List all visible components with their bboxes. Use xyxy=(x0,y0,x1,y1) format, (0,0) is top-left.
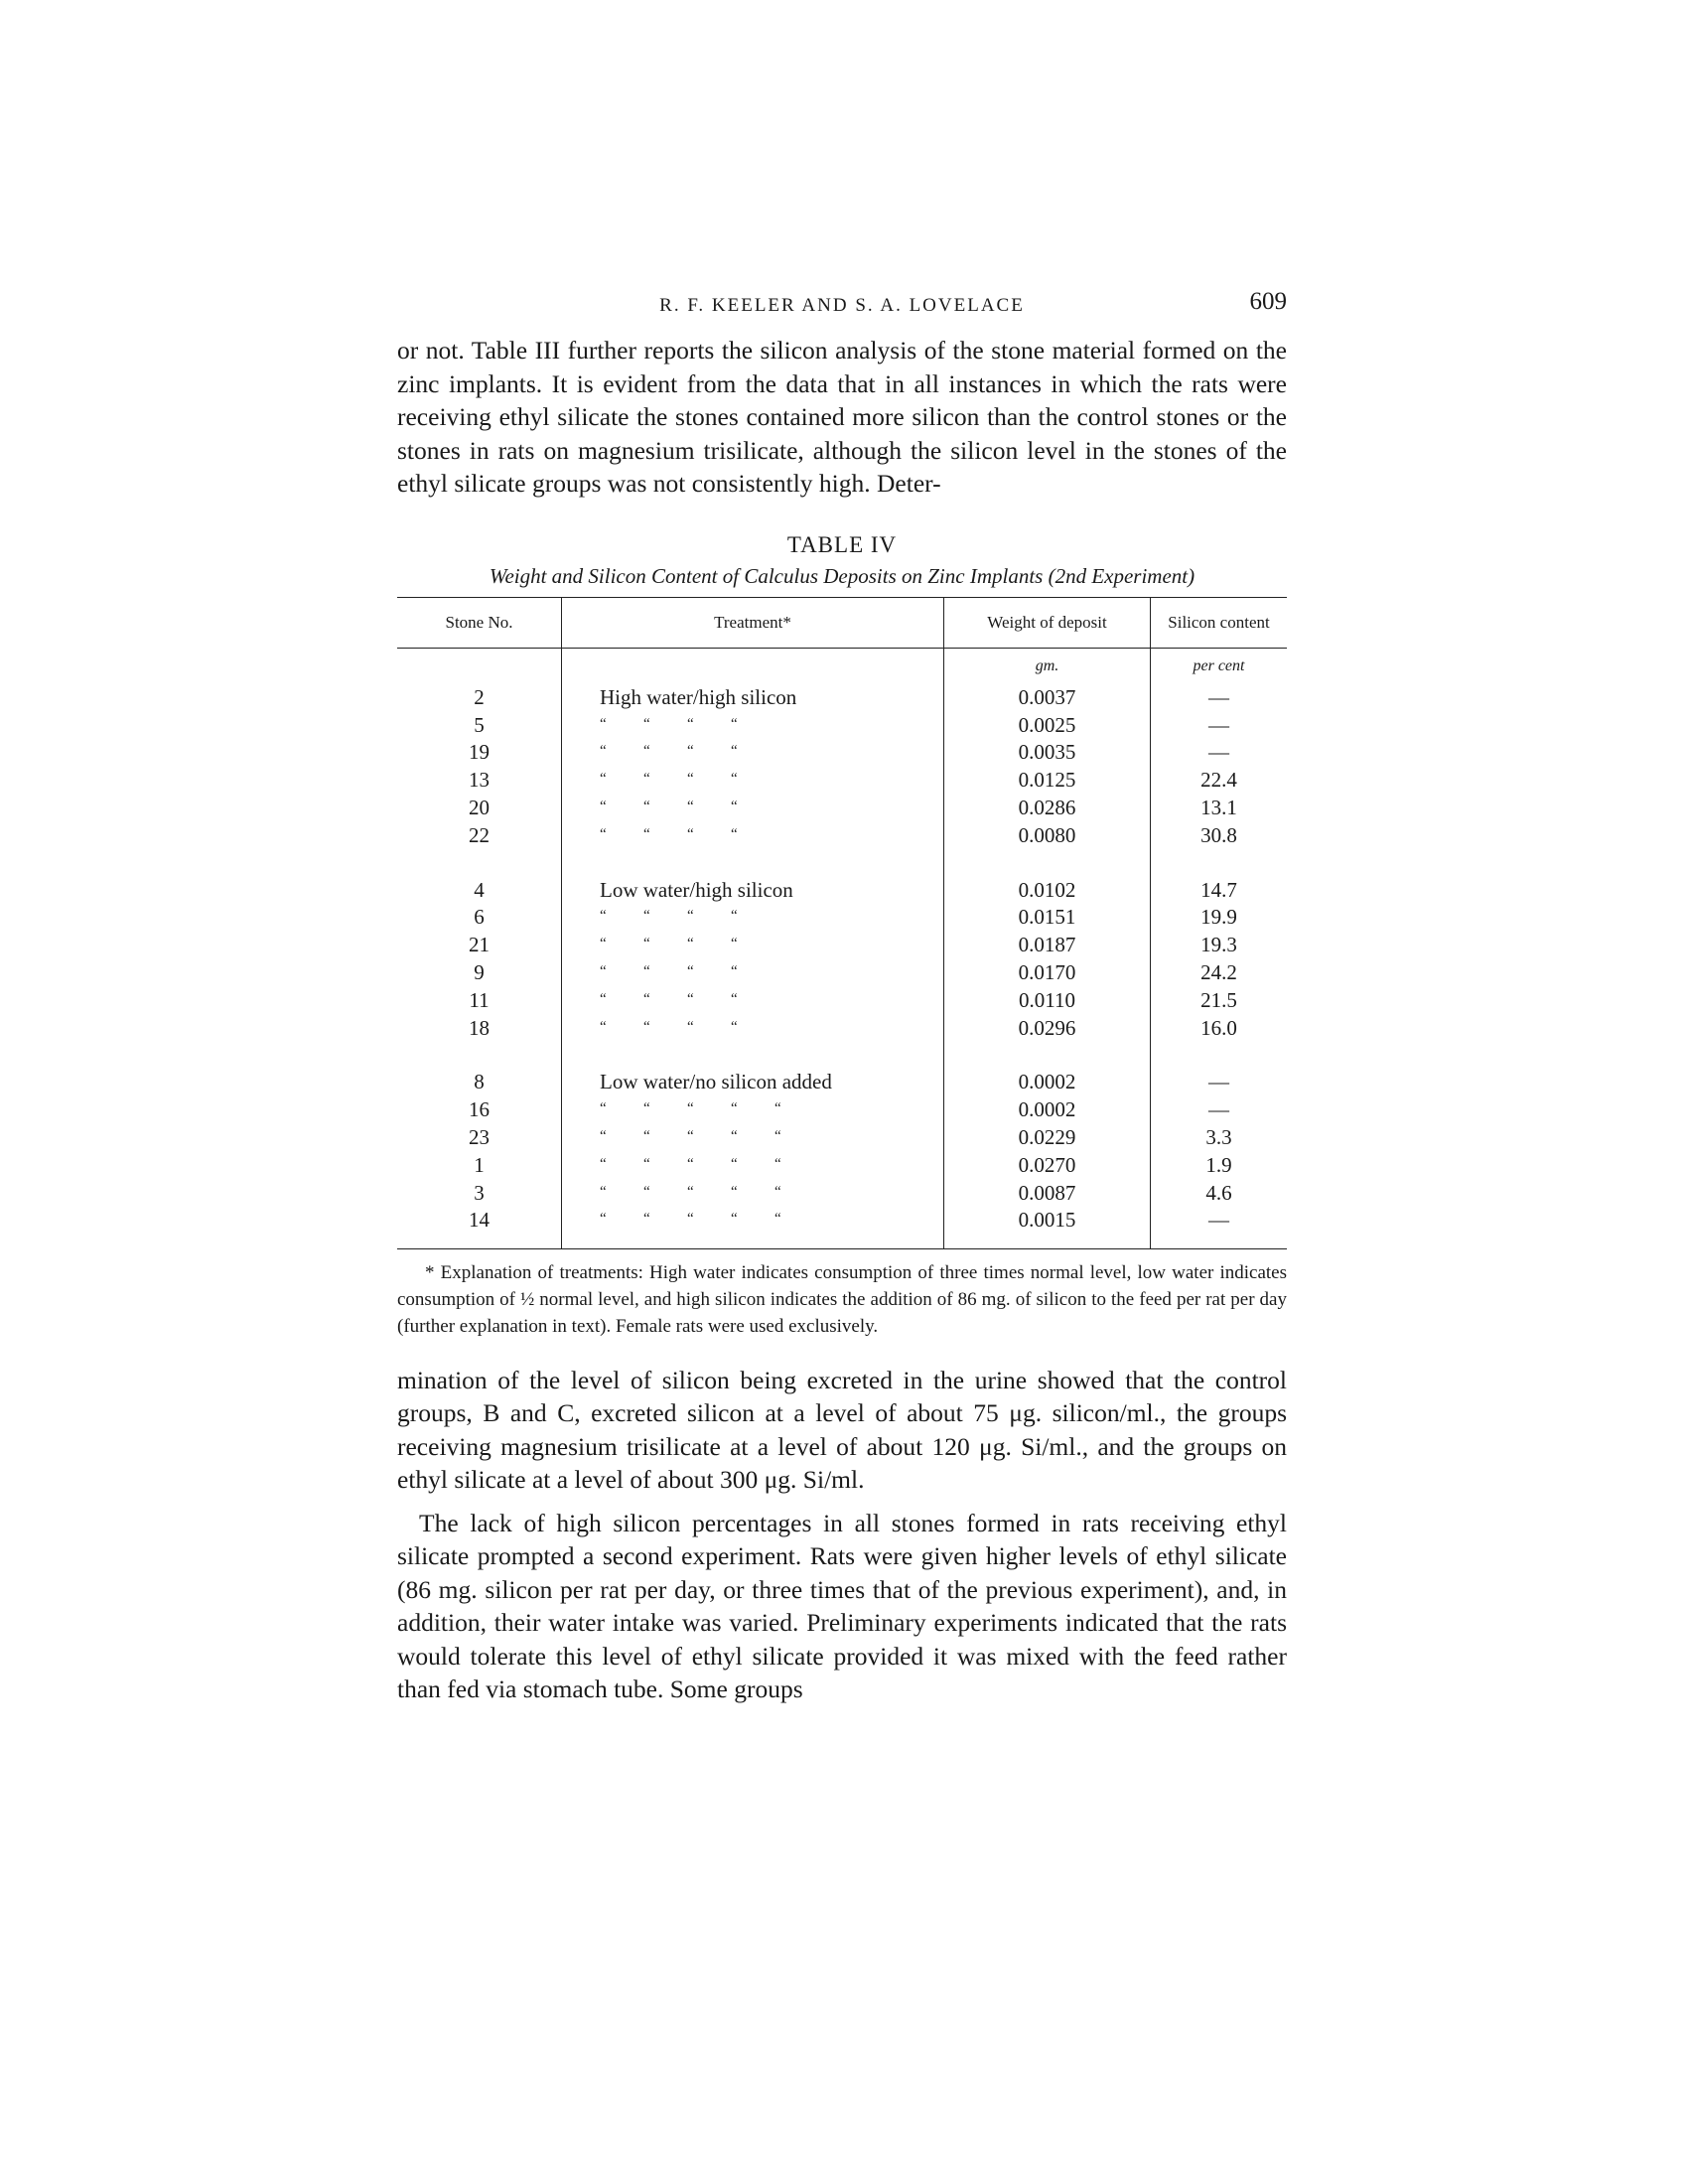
table-row xyxy=(397,1207,1287,1235)
spacer-cell xyxy=(562,1235,944,1249)
spacer-cell xyxy=(1151,1042,1288,1069)
header-weight: Weight of deposit xyxy=(944,597,1151,648)
silicon-cell: 24.2 xyxy=(1200,960,1237,985)
weight-cell: 0.0015 xyxy=(944,1207,1151,1235)
silicon-cell: 14.7 xyxy=(1200,877,1237,902)
ditto-mark: “ xyxy=(600,1128,607,1145)
ditto-mark: “ xyxy=(731,715,738,732)
ditto-mark: “ xyxy=(731,1100,738,1117)
ditto-mark: “ xyxy=(731,963,738,980)
treatment-cell: High water/high silicon xyxy=(562,684,944,712)
ditto-mark: “ xyxy=(687,990,694,1007)
group-spacer-row xyxy=(397,849,1287,876)
ditto-mark: “ xyxy=(687,715,694,732)
page-number: 609 xyxy=(1249,288,1287,315)
stone-number-cell: 22 xyxy=(397,821,562,849)
weight-cell: 0.0025 xyxy=(944,711,1151,739)
unit-weight: gm. xyxy=(944,648,1151,684)
weight-cell: 0.0125 xyxy=(944,767,1151,795)
spacer-cell xyxy=(944,1235,1151,1249)
ditto-mark: “ xyxy=(643,1155,650,1172)
silicon-cell: — xyxy=(1208,684,1229,709)
spacer-cell xyxy=(397,1042,562,1069)
running-head-authors: R. F. KEELER AND S. A. LOVELACE xyxy=(659,295,1025,316)
table-row xyxy=(397,986,1287,1014)
ditto-mark: “ xyxy=(643,963,650,980)
ditto-mark: “ xyxy=(643,799,650,815)
units-row xyxy=(397,648,1287,684)
unit-silicon: per cent xyxy=(1193,656,1245,674)
table-row xyxy=(397,739,1287,767)
ditto-mark: “ xyxy=(643,990,650,1007)
ditto-mark: “ xyxy=(643,1128,650,1145)
treatment-cell xyxy=(562,932,944,959)
treatment-cell xyxy=(562,795,944,822)
stone-number-cell: 19 xyxy=(397,739,562,767)
ditto-mark: “ xyxy=(774,1128,781,1145)
spacer-cell xyxy=(1151,849,1288,876)
header-treatment: Treatment* xyxy=(562,597,944,648)
table-row xyxy=(397,821,1287,849)
ditto-mark: “ xyxy=(731,771,738,788)
ditto-mark: “ xyxy=(600,743,607,760)
ditto-mark: “ xyxy=(774,1155,781,1172)
stone-number-cell: 2 xyxy=(397,684,562,712)
spacer-cell xyxy=(1151,1235,1288,1249)
ditto-mark: “ xyxy=(600,1183,607,1200)
paragraph-3: The lack of high silicon percentages in all stones formed in rats receiving ethyl silicate prompted a second experiment. Rats were given higher levels of ethyl silicate (86 mg. silicon per rat per day, or three times that of the previous experiment), and, in addition, their water intake was varied. Preliminary experiments indicated that the rats would tolerate this level of ethyl silicate provided it was mixed with the feed rather than fed via stomach tube. Some groups xyxy=(397,1508,1287,1704)
weight-cell: 0.0286 xyxy=(944,795,1151,822)
silicon-cell: — xyxy=(1208,712,1229,737)
weight-cell: 0.0087 xyxy=(944,1179,1151,1207)
header-stone-no: Stone No. xyxy=(397,597,562,648)
ditto-mark: “ xyxy=(687,1018,694,1035)
stone-number-cell: 8 xyxy=(397,1069,562,1096)
treatment-cell xyxy=(562,1096,944,1124)
stone-number-cell: 18 xyxy=(397,1014,562,1042)
weight-cell: 0.0002 xyxy=(944,1096,1151,1124)
treatment-cell xyxy=(562,821,944,849)
table-row xyxy=(397,932,1287,959)
table-row xyxy=(397,795,1287,822)
stone-number-cell: 11 xyxy=(397,986,562,1014)
ditto-mark: “ xyxy=(687,1128,694,1145)
spacer-cell xyxy=(397,849,562,876)
ditto-mark: “ xyxy=(600,799,607,815)
table-footnote: * Explanation of treatments: High water indicates consumption of three times normal level, low water indicates consumption of ½ normal level, and high silicon indicates the addition of 86 mg. of silicon to the feed per rat per day (further explanation in text). Female rats were used exclusively. xyxy=(397,1261,1287,1337)
ditto-mark: “ xyxy=(600,990,607,1007)
table-row xyxy=(397,1124,1287,1152)
ditto-mark: “ xyxy=(687,743,694,760)
weight-cell: 0.0229 xyxy=(944,1124,1151,1152)
stone-number-cell: 5 xyxy=(397,711,562,739)
treatment-cell xyxy=(562,986,944,1014)
ditto-mark: “ xyxy=(774,1183,781,1200)
silicon-cell: 19.3 xyxy=(1200,933,1237,957)
ditto-mark: “ xyxy=(731,1128,738,1145)
ditto-mark: “ xyxy=(687,825,694,842)
ditto-mark: “ xyxy=(600,771,607,788)
ditto-mark: “ xyxy=(687,771,694,788)
weight-cell: 0.0170 xyxy=(944,959,1151,987)
treatment-cell xyxy=(562,1207,944,1235)
stone-number-cell: 21 xyxy=(397,932,562,959)
treatment-cell xyxy=(562,904,944,932)
table-row xyxy=(397,1014,1287,1042)
table-body xyxy=(397,648,1287,1248)
ditto-mark: “ xyxy=(687,799,694,815)
weight-cell: 0.0002 xyxy=(944,1069,1151,1096)
ditto-mark: “ xyxy=(643,825,650,842)
silicon-cell: 21.5 xyxy=(1200,987,1237,1012)
group-spacer-row xyxy=(397,1235,1287,1249)
stone-number-cell: 3 xyxy=(397,1179,562,1207)
weight-cell: 0.0151 xyxy=(944,904,1151,932)
treatment-cell xyxy=(562,959,944,987)
stone-number-cell: 6 xyxy=(397,904,562,932)
page xyxy=(397,288,1287,1706)
table-header-row xyxy=(397,597,1287,648)
weight-cell: 0.0035 xyxy=(944,739,1151,767)
ditto-mark: “ xyxy=(731,936,738,952)
paragraph-2: mination of the level of silicon being excreted in the urine showed that the control groups, B and C, excreted silicon at a level of about 75 μg. silicon/ml., the groups receiving magnesium trisilicate at a level of about 120 μg. Si/ml., and the groups on ethyl silicate at a level of about 300 μg. Si/ml. xyxy=(397,1365,1287,1495)
ditto-mark: “ xyxy=(600,715,607,732)
spacer-cell xyxy=(944,1042,1151,1069)
ditto-mark: “ xyxy=(643,936,650,952)
weight-cell: 0.0102 xyxy=(944,876,1151,904)
treatment-cell xyxy=(562,767,944,795)
ditto-mark: “ xyxy=(643,1183,650,1200)
silicon-cell: 4.6 xyxy=(1205,1180,1232,1205)
stone-number-cell: 1 xyxy=(397,1151,562,1179)
paragraph-1: or not. Table III further reports the silicon analysis of the stone material formed on the zinc implants. It is evident from the data that in all instances in which the rats were receiving ethyl silicate the stones contained more silicon than the control stones or the stones in rats on magnesium trisilicate, although the silicon level in the stones of the ethyl silicate groups was not consistently high. Deter- xyxy=(397,336,1287,498)
header-silicon: Silicon content xyxy=(1151,597,1288,648)
ditto-mark: “ xyxy=(600,825,607,842)
treatment-cell xyxy=(562,739,944,767)
ditto-mark: “ xyxy=(600,963,607,980)
ditto-mark: “ xyxy=(600,908,607,925)
treatment-cell xyxy=(562,1179,944,1207)
table-row xyxy=(397,1096,1287,1124)
ditto-mark: “ xyxy=(600,1155,607,1172)
ditto-mark: “ xyxy=(687,1100,694,1117)
ditto-mark: “ xyxy=(687,908,694,925)
silicon-cell: 22.4 xyxy=(1200,768,1237,793)
spacer-cell xyxy=(944,849,1151,876)
table-row xyxy=(397,959,1287,987)
stone-number-cell: 20 xyxy=(397,795,562,822)
ditto-mark: “ xyxy=(643,1211,650,1228)
table-caption: Weight and Silicon Content of Calculus Deposits on Zinc Implants (2nd Experiment) xyxy=(489,563,1195,588)
unit-treatment xyxy=(562,648,944,684)
spacer-cell xyxy=(562,1042,944,1069)
silicon-cell: — xyxy=(1208,1097,1229,1122)
treatment-cell xyxy=(562,1124,944,1152)
ditto-mark: “ xyxy=(600,936,607,952)
stone-number-cell: 23 xyxy=(397,1124,562,1152)
data-table xyxy=(397,597,1287,1249)
ditto-mark: “ xyxy=(774,1100,781,1117)
ditto-mark: “ xyxy=(731,825,738,842)
spacer-cell xyxy=(562,849,944,876)
table-row xyxy=(397,1179,1287,1207)
ditto-mark: “ xyxy=(731,908,738,925)
running-head xyxy=(397,288,1287,324)
ditto-mark: “ xyxy=(643,715,650,732)
table-row xyxy=(397,1069,1287,1096)
table-row xyxy=(397,711,1287,739)
group-spacer-row xyxy=(397,1042,1287,1069)
weight-cell: 0.0270 xyxy=(944,1151,1151,1179)
silicon-cell: 19.9 xyxy=(1200,905,1237,930)
ditto-mark: “ xyxy=(731,990,738,1007)
weight-cell: 0.0037 xyxy=(944,684,1151,712)
ditto-mark: “ xyxy=(774,1211,781,1228)
stone-number-cell: 4 xyxy=(397,876,562,904)
treatment-cell: Low water/no silicon added xyxy=(562,1069,944,1096)
ditto-mark: “ xyxy=(643,1100,650,1117)
stone-number-cell: 9 xyxy=(397,959,562,987)
ditto-mark: “ xyxy=(731,799,738,815)
weight-cell: 0.0080 xyxy=(944,821,1151,849)
weight-cell: 0.0296 xyxy=(944,1014,1151,1042)
ditto-mark: “ xyxy=(643,1018,650,1035)
treatment-cell: Low water/high silicon xyxy=(562,876,944,904)
table-row xyxy=(397,904,1287,932)
ditto-mark: “ xyxy=(731,1183,738,1200)
silicon-cell: 16.0 xyxy=(1200,1015,1237,1040)
silicon-cell: — xyxy=(1208,740,1229,765)
ditto-mark: “ xyxy=(687,1155,694,1172)
ditto-mark: “ xyxy=(643,743,650,760)
table-title: TABLE IV xyxy=(786,531,898,557)
spacer-cell xyxy=(397,1235,562,1249)
ditto-mark: “ xyxy=(643,771,650,788)
ditto-mark: “ xyxy=(731,1018,738,1035)
ditto-mark: “ xyxy=(687,1183,694,1200)
silicon-cell: 13.1 xyxy=(1200,796,1237,820)
ditto-mark: “ xyxy=(687,936,694,952)
table-row xyxy=(397,684,1287,712)
after-table-text xyxy=(397,1364,1287,1706)
silicon-cell: 30.8 xyxy=(1200,822,1237,847)
ditto-mark: “ xyxy=(687,963,694,980)
unit-stone xyxy=(397,648,562,684)
table-row xyxy=(397,767,1287,795)
ditto-mark: “ xyxy=(600,1100,607,1117)
silicon-cell: 3.3 xyxy=(1205,1125,1232,1150)
treatment-cell xyxy=(562,1151,944,1179)
stone-number-cell: 14 xyxy=(397,1207,562,1235)
stone-number-cell: 16 xyxy=(397,1096,562,1124)
ditto-mark: “ xyxy=(643,908,650,925)
silicon-cell: — xyxy=(1208,1070,1229,1094)
ditto-mark: “ xyxy=(731,1155,738,1172)
table-row xyxy=(397,876,1287,904)
ditto-mark: “ xyxy=(687,1211,694,1228)
stone-number-cell: 13 xyxy=(397,767,562,795)
table-row xyxy=(397,1151,1287,1179)
weight-cell: 0.0187 xyxy=(944,932,1151,959)
treatment-cell xyxy=(562,1014,944,1042)
ditto-mark: “ xyxy=(731,743,738,760)
ditto-mark: “ xyxy=(600,1018,607,1035)
treatment-cell xyxy=(562,711,944,739)
ditto-mark: “ xyxy=(731,1211,738,1228)
weight-cell: 0.0110 xyxy=(944,986,1151,1014)
silicon-cell: — xyxy=(1208,1208,1229,1233)
ditto-mark: “ xyxy=(600,1211,607,1228)
silicon-cell: 1.9 xyxy=(1205,1152,1232,1177)
